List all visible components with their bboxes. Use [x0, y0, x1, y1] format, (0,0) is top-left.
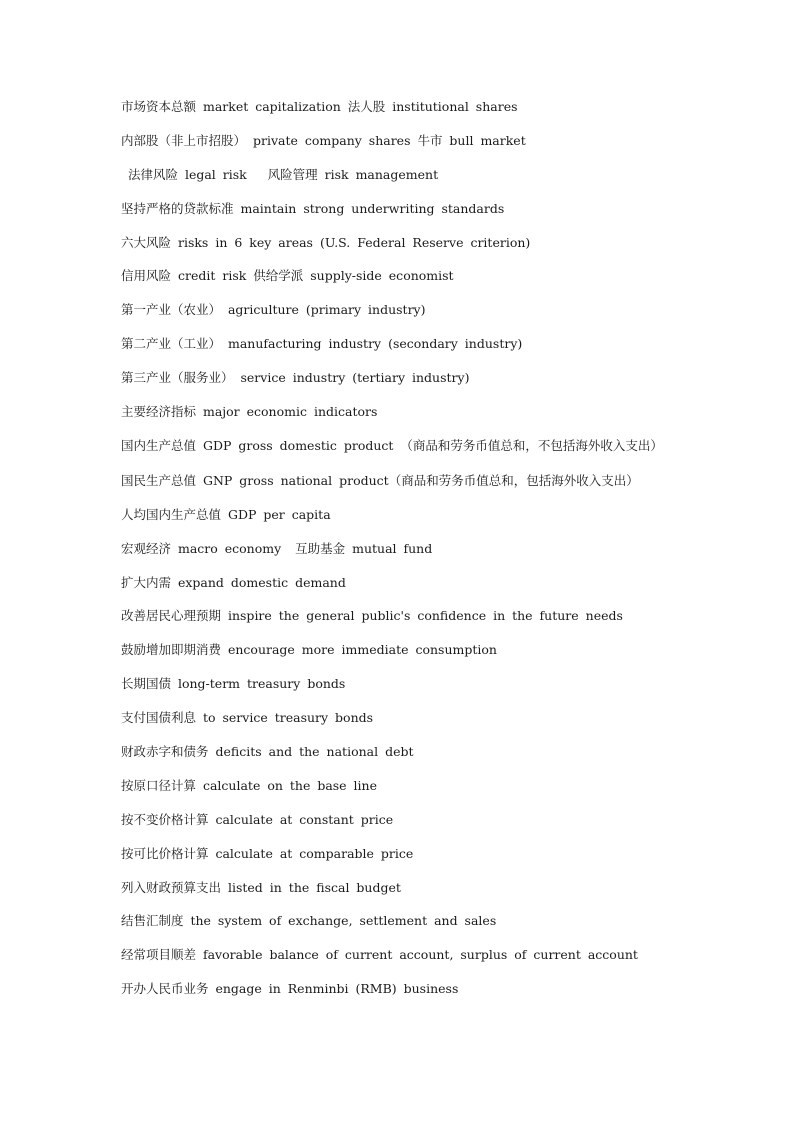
- glossary-line: 人均国内生产总值 GDP per capita: [121, 506, 331, 522]
- glossary-line: 按原口径计算 calculate on the base line: [121, 777, 377, 793]
- glossary-line: 列入财政预算支出 listed in the fiscal budget: [121, 879, 401, 895]
- glossary-line: 改善居民心理预期 inspire the general public's confidence in the future needs: [121, 608, 623, 624]
- glossary-line: 第一产业（农业） agriculture (primary industry): [121, 302, 426, 318]
- glossary-line: 内部股（非上市招股） private company shares 牛市 bull market: [121, 132, 526, 148]
- glossary-line: 国民生产总值 GNP gross national product（商品和劳务币值总和，包括海外收入支出）: [121, 472, 639, 488]
- glossary-line: 按可比价格计算 calculate at comparable price: [121, 845, 414, 861]
- glossary-line: 坚持严格的贷款标准 maintain strong underwriting standards: [121, 200, 505, 216]
- glossary-line: 第三产业（服务业） service industry (tertiary industry): [121, 370, 470, 386]
- glossary-line: 长期国债 long-term treasury bonds: [121, 676, 346, 692]
- glossary-line: 宏观经济 macro economy 互助基金 mutual fund: [121, 540, 433, 556]
- glossary-line: 财政赤字和债务 deficits and the national debt: [121, 744, 414, 760]
- glossary-line: 按不变价格计算 calculate at constant price: [121, 811, 394, 827]
- glossary-line: 鼓励增加即期消费 encourage more immediate consumption: [121, 642, 497, 658]
- glossary-line: 国内生产总值 GDP gross domestic product （商品和劳务币值总和，不包括海外收入支出）: [121, 437, 663, 453]
- glossary-line: 支付国债利息 to service treasury bonds: [121, 710, 374, 726]
- glossary-line: 主要经济指标 major economic indicators: [121, 404, 378, 420]
- glossary-line: 信用风险 credit risk 供给学派 supply-side economist: [121, 268, 454, 284]
- glossary-line: 法律风险 legal risk 风险管理 risk management: [121, 166, 439, 182]
- glossary-line: 市场资本总额 market capitalization 法人股 institutional shares: [121, 99, 518, 114]
- glossary-line: 结售汇制度 the system of exchange, settlement and sales: [121, 913, 497, 929]
- glossary-line: 第二产业（工业） manufacturing industry (secondary industry): [121, 336, 523, 352]
- glossary-line: 六大风险 risks in 6 key areas (U.S. Federal Reserve criterion): [121, 234, 531, 250]
- glossary-line: 开办人民币业务 engage in Renminbi (RMB) business: [121, 981, 459, 997]
- glossary-line: 扩大内需 expand domestic demand: [121, 574, 346, 590]
- glossary-line: 经常项目顺差 favorable balance of current account, surplus of current account: [121, 947, 638, 963]
- glossary-text: [121, 97, 691, 1013]
